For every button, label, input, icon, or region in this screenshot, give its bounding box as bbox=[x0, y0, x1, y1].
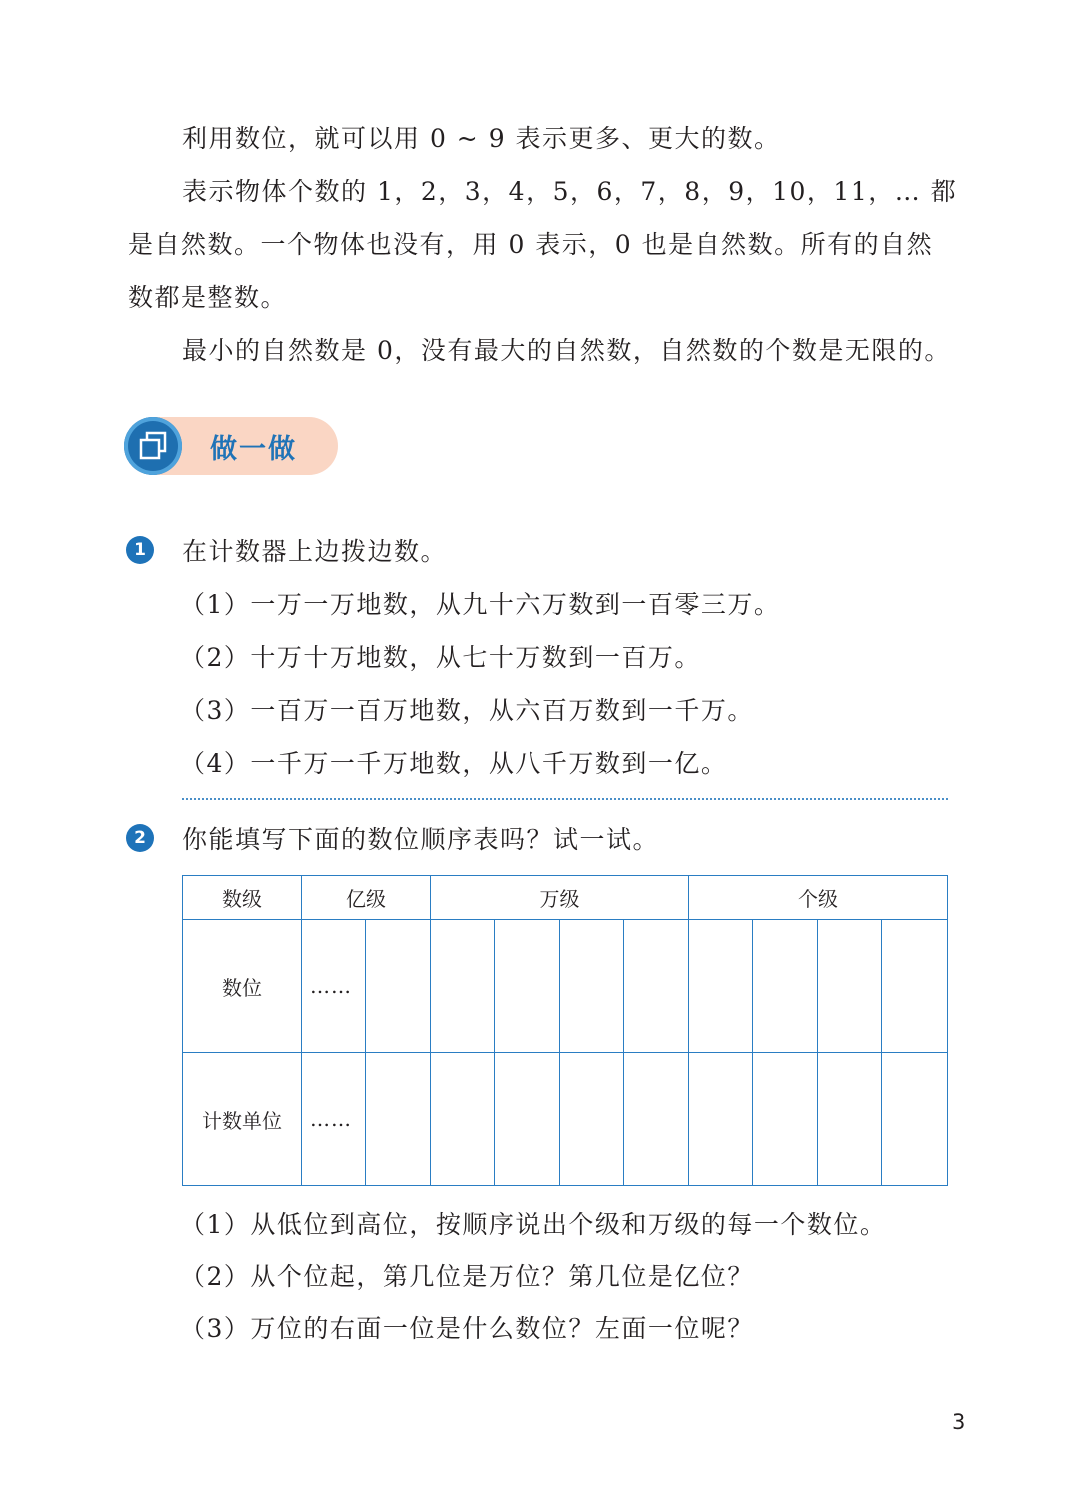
question-1-item: （3）一百万一百万地数，从六百万数到一千万。 bbox=[180, 696, 754, 725]
intro-paragraph-1: 利用数位，就可以用 0 ~ 9 表示更多、更大的数。 bbox=[182, 124, 781, 153]
ellipsis-cell: …… bbox=[302, 1053, 366, 1186]
header-cell-yi: 亿级 bbox=[302, 876, 431, 920]
section-title: 做一做 bbox=[210, 434, 297, 465]
question-1-item: （1）一万一万地数，从九十六万数到一百零三万。 bbox=[180, 590, 781, 619]
place-value-table bbox=[182, 875, 948, 1186]
dotted-divider bbox=[182, 798, 948, 800]
empty-cell[interactable] bbox=[624, 920, 689, 1053]
row-label-place: 数位 bbox=[183, 920, 302, 1053]
empty-cell[interactable] bbox=[431, 1053, 495, 1186]
empty-cell[interactable] bbox=[624, 1053, 689, 1186]
question-number-2: 2 bbox=[126, 824, 154, 852]
empty-cell[interactable] bbox=[495, 1053, 560, 1186]
page-number: 3 bbox=[952, 1410, 966, 1434]
question-2-item: （2）从个位起，第几位是万位？第几位是亿位？ bbox=[180, 1262, 754, 1291]
empty-cell[interactable] bbox=[689, 920, 753, 1053]
empty-cell[interactable] bbox=[431, 920, 495, 1053]
header-cell-wan: 万级 bbox=[431, 876, 689, 920]
empty-cell[interactable] bbox=[495, 920, 560, 1053]
question-1-item: （2）十万十万地数，从七十万数到一百万。 bbox=[180, 643, 701, 672]
ellipsis-cell: …… bbox=[302, 920, 366, 1053]
header-cell-level: 数级 bbox=[183, 876, 302, 920]
square-stack-icon bbox=[124, 417, 182, 475]
question-1-text: 在计数器上边拨边数。 bbox=[182, 537, 448, 566]
question-1-item: （4）一千万一千万地数，从八千万数到一亿。 bbox=[180, 749, 728, 778]
question-2-text: 你能填写下面的数位顺序表吗？试一试。 bbox=[182, 825, 660, 854]
header-cell-ge: 个级 bbox=[689, 876, 948, 920]
intro-paragraph-3: 最小的自然数是 0，没有最大的自然数，自然数的个数是无限的。 bbox=[182, 336, 951, 365]
empty-cell[interactable] bbox=[366, 920, 431, 1053]
question-number-1: 1 bbox=[126, 536, 154, 564]
empty-cell[interactable] bbox=[882, 1053, 948, 1186]
empty-cell[interactable] bbox=[753, 920, 818, 1053]
empty-cell[interactable] bbox=[818, 1053, 882, 1186]
question-2-item: （1）从低位到高位，按顺序说出个级和万级的每一个数位。 bbox=[180, 1210, 887, 1239]
empty-cell[interactable] bbox=[560, 920, 624, 1053]
question-2-item: （3）万位的右面一位是什么数位？左面一位呢？ bbox=[180, 1314, 754, 1343]
section-badge bbox=[124, 417, 338, 475]
empty-cell[interactable] bbox=[882, 920, 948, 1053]
empty-cell[interactable] bbox=[689, 1053, 753, 1186]
empty-cell[interactable] bbox=[753, 1053, 818, 1186]
empty-cell[interactable] bbox=[366, 1053, 431, 1186]
row-label-unit: 计数单位 bbox=[183, 1053, 302, 1186]
intro-paragraph-2: 表示物体个数的 1，2，3，4，5，6，7，8，9，10，11，… 都是自然数。一个物体也没有，用 0 表示，0 也是自然数。所有的自然数都是整数。 bbox=[128, 177, 958, 312]
empty-cell[interactable] bbox=[818, 920, 882, 1053]
empty-cell[interactable] bbox=[560, 1053, 624, 1186]
